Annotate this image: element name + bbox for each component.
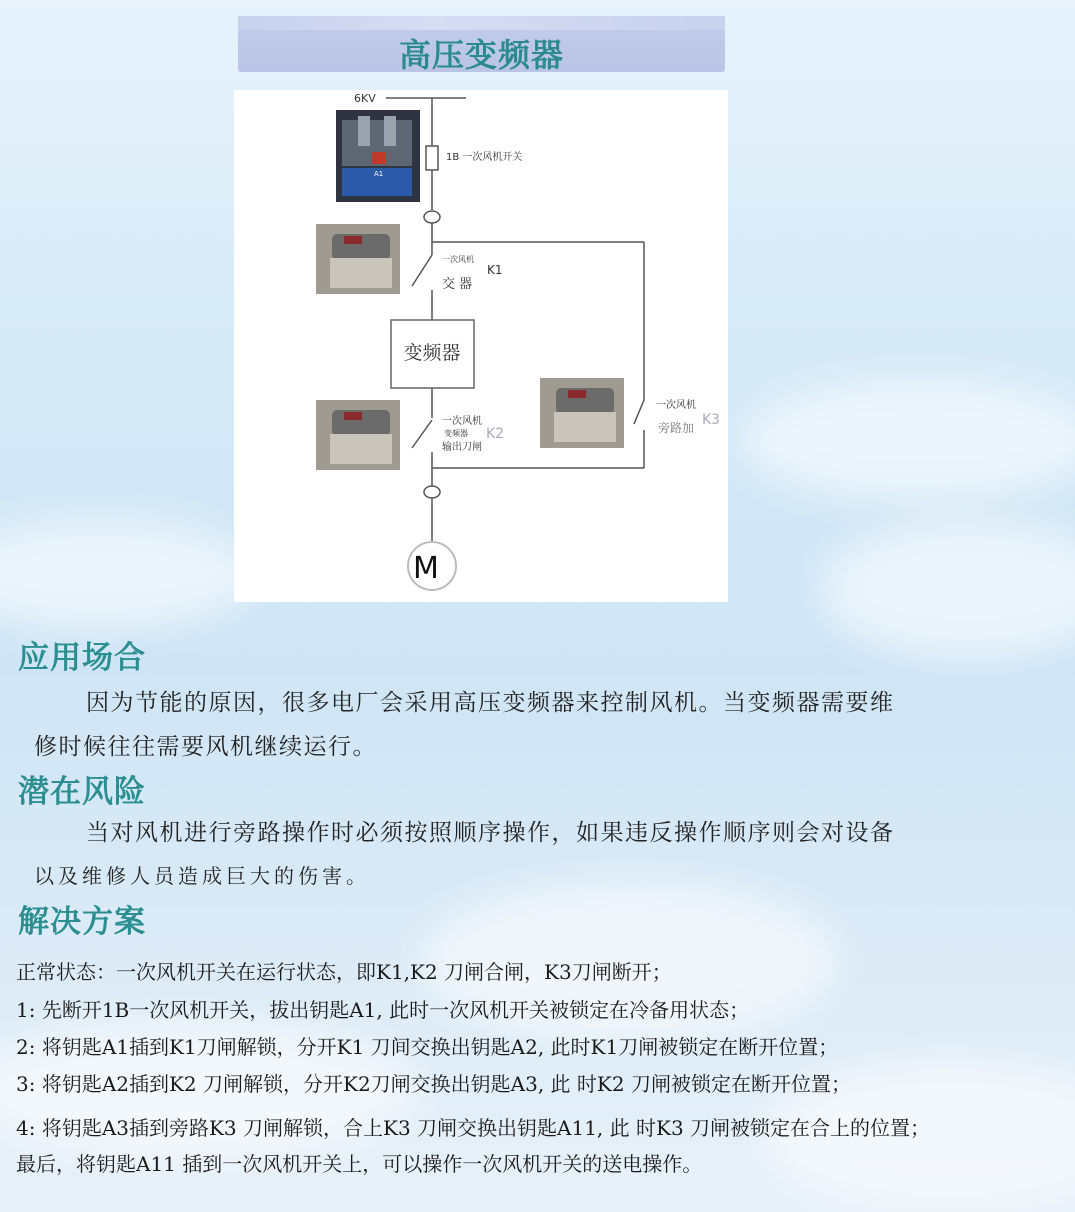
inverter-label: 变频器 bbox=[403, 342, 461, 364]
solution-step-1: 1: 先断开1B一次风机开关，拔出钥匙A1, 此时一次风机开关被锁定在冷备用状态； bbox=[16, 998, 750, 1022]
risk-heading: 潜在风险 bbox=[18, 774, 146, 810]
switch-1b-symbol bbox=[426, 146, 438, 170]
lock-photo-1-red-tag bbox=[372, 152, 386, 164]
supply-label: 6KV bbox=[354, 92, 376, 105]
solution-step-4: 4: 将钥匙A3插到旁路K3 刀闸解锁，合上K3 刀闸交换出钥匙A11, 此 时K3 刀闸被锁定在合上的位置； bbox=[16, 1116, 931, 1140]
k2-blade bbox=[412, 420, 432, 448]
lock-photo-1 bbox=[336, 110, 420, 202]
application-heading: 应用场合 bbox=[18, 640, 146, 676]
lock-photo-k1-red-tag bbox=[344, 236, 362, 244]
k3-tag: K3 bbox=[702, 412, 721, 428]
k1-label-line2: 交 器 bbox=[442, 277, 473, 292]
application-text-line1: 因为节能的原因，很多电厂会采用高压变频器来控制风机。当变频器需要维 bbox=[86, 690, 895, 716]
background-cloud bbox=[0, 520, 260, 630]
solution-step-3: 3: 将钥匙A2插到K2 刀闸解锁，分开K2刀闸交换出钥匙A3, 此 时K2 刀闸被锁定在断开位置； bbox=[16, 1072, 851, 1096]
circuit-diagram bbox=[234, 90, 728, 602]
k3-blade bbox=[634, 400, 644, 424]
solution-heading: 解决方案 bbox=[18, 904, 146, 940]
circuit-diagram-svg bbox=[234, 90, 728, 602]
lock-photo-k3-red-tag bbox=[568, 390, 586, 398]
lock-photo-k1 bbox=[316, 224, 400, 294]
k3-label-line2: 旁路加 bbox=[658, 421, 695, 435]
k1-tag: K1 bbox=[487, 263, 503, 277]
k2-tag: K2 bbox=[486, 426, 505, 442]
risk-text-line2: 以及维修人员造成巨大的伤害。 bbox=[34, 864, 370, 888]
k3-label-line1: 一次风机 bbox=[656, 400, 696, 411]
connector-top bbox=[424, 211, 440, 223]
solution-step-2: 2: 将钥匙A1插到K1刀闸解锁，分开K1 刀间交换出钥匙A2, 此时K1刀闸被锁定在断开位置； bbox=[16, 1035, 839, 1059]
connector-bottom bbox=[424, 486, 440, 498]
lock-photo-k3 bbox=[540, 378, 624, 448]
solution-step-final: 最后，将钥匙A11 插到一次风机开关上，可以操作一次风机开关的送电操作。 bbox=[16, 1152, 703, 1176]
k2-label-line3: 输出刀闸 bbox=[442, 442, 482, 453]
lock-photo-k2-base bbox=[330, 434, 392, 464]
k2-label-line2: 变频器 bbox=[444, 429, 468, 438]
lock-photo-k2-red-tag bbox=[344, 412, 362, 420]
lock-photo-1-clamp-right bbox=[384, 116, 396, 146]
lock-photo-k2 bbox=[316, 400, 400, 470]
lock-photo-k3-base bbox=[554, 412, 616, 442]
lock-photo-1-clamp-left bbox=[358, 116, 370, 146]
lock-photo-k1-base bbox=[330, 258, 392, 288]
k2-label-line1: 一次风机 bbox=[442, 416, 482, 427]
k1-label-line1: 一次风机 bbox=[442, 255, 474, 264]
background-cloud bbox=[740, 380, 1075, 500]
risk-text-line1: 当对风机进行旁路操作时必须按照顺序操作，如果违反操作顺序则会对设备 bbox=[86, 820, 895, 846]
solution-step-normal: 正常状态：一次风机开关在运行状态，即K1,K2 刀闸合闸，K3刀闸断开； bbox=[16, 960, 672, 984]
background-cloud bbox=[820, 520, 1075, 660]
k1-blade bbox=[412, 255, 432, 286]
page-title: 高压变频器 bbox=[398, 36, 564, 74]
motor-label: M bbox=[413, 551, 439, 586]
application-text-line2: 修时候往往需要风机继续运行。 bbox=[34, 734, 377, 760]
switch-1b-label: 1B 一次风机开关 bbox=[446, 152, 523, 163]
lock-photo-1-key-label: A1 bbox=[374, 170, 384, 178]
